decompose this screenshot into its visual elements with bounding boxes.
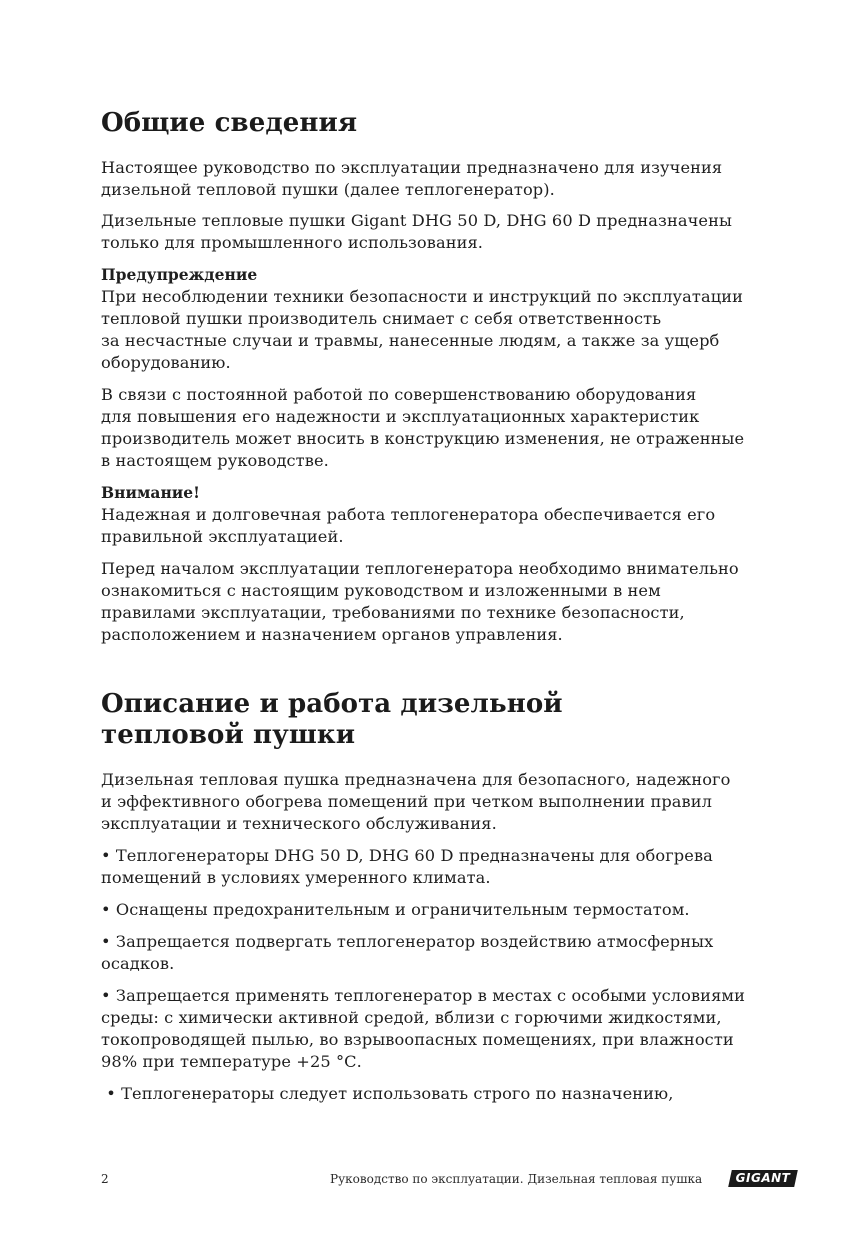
bullet-item: • Запрещается подвергать теплогенератор воздействию атмосферных осадков. [101, 932, 714, 973]
page-content [101, 96, 801, 1105]
bullet-item: • Теплогенераторы следует использовать строго по назначению, [101, 1084, 674, 1103]
warning-label: Предупреждение [101, 265, 258, 284]
paragraph-changes: В связи с постоянной работой по совершенствованию оборудования для повышения его надежности и эксплуатационных характеристик производитель может вносить в конструкцию изменения, не отраженные в настоящем руководстве. [101, 385, 745, 470]
bullet-item: • Теплогенераторы DHG 50 D, DHG 60 D предназначены для обогрева помещений в условиях умеренного климата. [101, 846, 713, 887]
paragraph-description: Дизельная тепловая пушка предназначена для безопасного, надежного и эффективного обогрева помещений при четком выполнении правил эксплуатации и технического обслуживания. [101, 770, 731, 833]
warning-text: При несоблюдении техники безопасности и инструкций по эксплуатации тепловой пушки производитель снимает с себя ответственность за несчастные случаи и травмы, нанесенные людям, а также за ущерб оборудованию. [101, 287, 744, 372]
bullet-item: • Запрещается применять теплогенератор в местах с особыми условиями среды: с химически активной средой, вблизи с горючими жидкостями, токопроводящей пылью, во взрывоопасных помещениях, при влажности 98% при температуре +25 °С. [101, 986, 745, 1071]
footer-title: Руководство по эксплуатации. Дизельная тепловая пушка [330, 1172, 703, 1186]
page-footer [0, 1168, 867, 1192]
paragraph-purpose: Дизельные тепловые пушки Gigant DHG 50 D, DHG 60 D предназначены только для промышленного использования. [101, 211, 732, 252]
section-heading-general: Общие сведения [101, 108, 358, 138]
page-number: 2 [101, 1172, 109, 1186]
paragraph-before-use: Перед началом эксплуатации теплогенератора необходимо внимательно ознакомиться с настоящим руководством и изложенными в нем правилами эксплуатации, требованиями по технике безопасности, расположением и назначением органов управления. [101, 559, 739, 644]
gigant-logo [728, 1170, 798, 1187]
bullet-item: • Оснащены предохранительным и ограничительным термостатом. [101, 900, 690, 919]
attention-text: Надежная и долговечная работа теплогенератора обеспечивается его правильной эксплуатацией. [101, 505, 716, 546]
paragraph-intro: Настоящее руководство по эксплуатации предназначено для изучения дизельной тепловой пушки (далее теплогенератор). [101, 158, 723, 199]
attention-label: Внимание! [101, 483, 200, 502]
section-heading-description: Описание и работа дизельной тепловой пушки [101, 689, 563, 750]
logo-text: GIGANT [735, 1171, 791, 1185]
